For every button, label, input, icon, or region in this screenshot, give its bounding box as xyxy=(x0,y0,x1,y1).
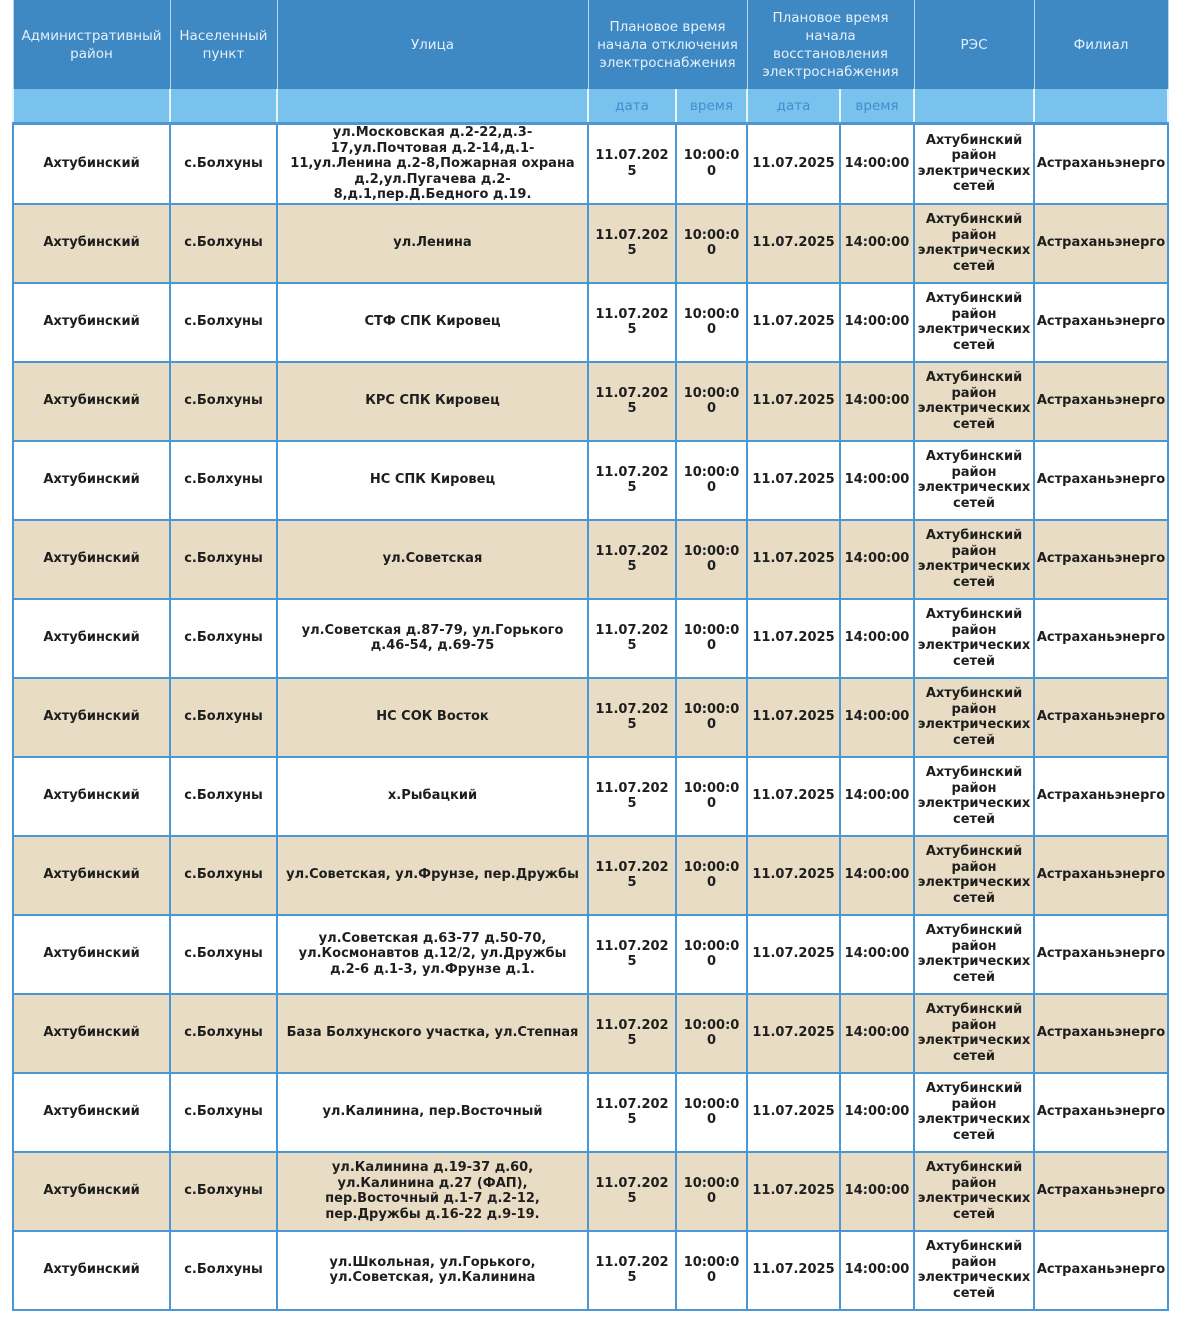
cell-off-time: 10:00:00 xyxy=(676,1152,747,1231)
cell-restore-time: 14:00:00 xyxy=(840,124,914,204)
cell-restore-time: 14:00:00 xyxy=(840,994,914,1073)
cell-restore-time: 14:00:00 xyxy=(840,283,914,362)
cell-off-time: 10:00:00 xyxy=(676,836,747,915)
cell-res: Ахтубинский район электрических сетей xyxy=(914,520,1034,599)
header-row xyxy=(13,0,1168,89)
cell-restore-time: 14:00:00 xyxy=(840,441,914,520)
cell-res: Ахтубинский район электрических сетей xyxy=(914,1152,1034,1231)
cell-street: НС СПК Кировец xyxy=(277,441,588,520)
cell-locality: с.Болхуны xyxy=(170,1073,277,1152)
cell-locality: с.Болхуны xyxy=(170,283,277,362)
cell-district: Ахтубинский xyxy=(13,283,170,362)
cell-locality: с.Болхуны xyxy=(170,757,277,836)
table-row xyxy=(13,757,1168,836)
cell-res: Ахтубинский район электрических сетей xyxy=(914,124,1034,204)
cell-district: Ахтубинский xyxy=(13,204,170,283)
cell-restore-date: 11.07.2025 xyxy=(747,599,840,678)
cell-street: ул.Советская д.87-79, ул.Горького д.46-54, д.69-75 xyxy=(277,599,588,678)
cell-off-date: 11.07.2025 xyxy=(588,757,676,836)
cell-off-time: 10:00:00 xyxy=(676,362,747,441)
cell-off-date: 11.07.2025 xyxy=(588,994,676,1073)
cell-branch: Астраханьэнерго xyxy=(1034,994,1168,1073)
table-row xyxy=(13,599,1168,678)
cell-district: Ахтубинский xyxy=(13,599,170,678)
cell-restore-date: 11.07.2025 xyxy=(747,204,840,283)
cell-locality: с.Болхуны xyxy=(170,204,277,283)
cell-branch: Астраханьэнерго xyxy=(1034,915,1168,994)
cell-district: Ахтубинский xyxy=(13,994,170,1073)
cell-street: х.Рыбацкий xyxy=(277,757,588,836)
cell-district: Ахтубинский xyxy=(13,915,170,994)
cell-district: Ахтубинский xyxy=(13,1231,170,1310)
table-body xyxy=(13,124,1168,1310)
cell-district: Ахтубинский xyxy=(13,362,170,441)
cell-branch: Астраханьэнерго xyxy=(1034,1231,1168,1310)
cell-off-date: 11.07.2025 xyxy=(588,915,676,994)
cell-street: КРС СПК Кировец xyxy=(277,362,588,441)
table-row xyxy=(13,362,1168,441)
cell-off-date: 11.07.2025 xyxy=(588,1152,676,1231)
cell-restore-time: 14:00:00 xyxy=(840,678,914,757)
header-off-time: Плановое время начала отключения электроснабжения xyxy=(588,0,747,89)
cell-res: Ахтубинский район электрических сетей xyxy=(914,362,1034,441)
cell-restore-time: 14:00:00 xyxy=(840,520,914,599)
cell-res: Ахтубинский район электрических сетей xyxy=(914,441,1034,520)
cell-restore-time: 14:00:00 xyxy=(840,915,914,994)
subheader-off-time: время xyxy=(676,89,747,124)
cell-off-time: 10:00:00 xyxy=(676,283,747,362)
cell-restore-time: 14:00:00 xyxy=(840,836,914,915)
cell-off-date: 11.07.2025 xyxy=(588,441,676,520)
cell-restore-time: 14:00:00 xyxy=(840,1073,914,1152)
cell-branch: Астраханьэнерго xyxy=(1034,124,1168,204)
header-restore-time: Плановое время начала восстановления электроснабжения xyxy=(747,0,914,89)
cell-restore-time: 14:00:00 xyxy=(840,204,914,283)
cell-off-date: 11.07.2025 xyxy=(588,362,676,441)
subheader-off-date: дата xyxy=(588,89,676,124)
cell-restore-date: 11.07.2025 xyxy=(747,915,840,994)
cell-branch: Астраханьэнерго xyxy=(1034,520,1168,599)
table-row xyxy=(13,124,1168,204)
cell-street: СТФ СПК Кировец xyxy=(277,283,588,362)
cell-district: Ахтубинский xyxy=(13,1073,170,1152)
cell-off-time: 10:00:00 xyxy=(676,757,747,836)
table-row xyxy=(13,1073,1168,1152)
cell-street: ул.Школьная, ул.Горького, ул.Советская, ул.Калинина xyxy=(277,1231,588,1310)
cell-restore-time: 14:00:00 xyxy=(840,599,914,678)
header-district: Административный район xyxy=(13,0,170,89)
cell-res: Ахтубинский район электрических сетей xyxy=(914,599,1034,678)
header-locality: Населенный пункт xyxy=(170,0,277,89)
cell-locality: с.Болхуны xyxy=(170,1152,277,1231)
cell-res: Ахтубинский район электрических сетей xyxy=(914,757,1034,836)
cell-off-time: 10:00:00 xyxy=(676,678,747,757)
table-header xyxy=(13,0,1168,124)
table-row xyxy=(13,836,1168,915)
cell-restore-date: 11.07.2025 xyxy=(747,520,840,599)
cell-street: ул.Калинина д.19-37 д.60, ул.Калинина д.27 (ФАП), пер.Восточный д.1-7 д.2-12, пер.Дружбы д.16-22 д.9-19. xyxy=(277,1152,588,1231)
cell-locality: с.Болхуны xyxy=(170,1231,277,1310)
table-row xyxy=(13,520,1168,599)
subheader-restore-time: время xyxy=(840,89,914,124)
cell-off-time: 10:00:00 xyxy=(676,1073,747,1152)
cell-locality: с.Болхуны xyxy=(170,678,277,757)
cell-res: Ахтубинский район электрических сетей xyxy=(914,678,1034,757)
table-row xyxy=(13,441,1168,520)
subheader-restore-date: дата xyxy=(747,89,840,124)
cell-restore-date: 11.07.2025 xyxy=(747,441,840,520)
cell-locality: с.Болхуны xyxy=(170,124,277,204)
cell-off-date: 11.07.2025 xyxy=(588,836,676,915)
cell-off-time: 10:00:00 xyxy=(676,124,747,204)
cell-off-date: 11.07.2025 xyxy=(588,204,676,283)
header-branch: Филиал xyxy=(1034,0,1168,89)
cell-branch: Астраханьэнерго xyxy=(1034,441,1168,520)
table-row xyxy=(13,1231,1168,1310)
cell-res: Ахтубинский район электрических сетей xyxy=(914,836,1034,915)
cell-off-date: 11.07.2025 xyxy=(588,599,676,678)
cell-district: Ахтубинский xyxy=(13,1152,170,1231)
cell-street: ул.Советская, ул.Фрунзе, пер.Дружбы xyxy=(277,836,588,915)
cell-locality: с.Болхуны xyxy=(170,994,277,1073)
cell-branch: Астраханьэнерго xyxy=(1034,757,1168,836)
cell-district: Ахтубинский xyxy=(13,678,170,757)
table-row xyxy=(13,915,1168,994)
cell-restore-date: 11.07.2025 xyxy=(747,836,840,915)
cell-branch: Астраханьэнерго xyxy=(1034,362,1168,441)
cell-off-date: 11.07.2025 xyxy=(588,520,676,599)
cell-off-time: 10:00:00 xyxy=(676,599,747,678)
cell-off-date: 11.07.2025 xyxy=(588,124,676,204)
cell-restore-time: 14:00:00 xyxy=(840,362,914,441)
table-row xyxy=(13,994,1168,1073)
header-street: Улица xyxy=(277,0,588,89)
cell-restore-time: 14:00:00 xyxy=(840,757,914,836)
subheader-empty xyxy=(1034,89,1168,124)
cell-branch: Астраханьэнерго xyxy=(1034,283,1168,362)
cell-res: Ахтубинский район электрических сетей xyxy=(914,1231,1034,1310)
cell-street: НС СОК Восток xyxy=(277,678,588,757)
cell-locality: с.Болхуны xyxy=(170,520,277,599)
cell-off-time: 10:00:00 xyxy=(676,520,747,599)
cell-locality: с.Болхуны xyxy=(170,915,277,994)
cell-locality: с.Болхуны xyxy=(170,441,277,520)
cell-restore-time: 14:00:00 xyxy=(840,1231,914,1310)
cell-off-time: 10:00:00 xyxy=(676,994,747,1073)
subheader-row xyxy=(13,89,1168,124)
cell-restore-date: 11.07.2025 xyxy=(747,678,840,757)
cell-branch: Астраханьэнерго xyxy=(1034,599,1168,678)
table-row xyxy=(13,678,1168,757)
cell-off-date: 11.07.2025 xyxy=(588,1231,676,1310)
cell-street: ул.Советская xyxy=(277,520,588,599)
cell-branch: Астраханьэнерго xyxy=(1034,1152,1168,1231)
cell-restore-time: 14:00:00 xyxy=(840,1152,914,1231)
cell-street: ул.Калинина, пер.Восточный xyxy=(277,1073,588,1152)
cell-off-time: 10:00:00 xyxy=(676,204,747,283)
cell-branch: Астраханьэнерго xyxy=(1034,204,1168,283)
table-row xyxy=(13,204,1168,283)
cell-restore-date: 11.07.2025 xyxy=(747,283,840,362)
cell-locality: с.Болхуны xyxy=(170,599,277,678)
cell-restore-date: 11.07.2025 xyxy=(747,1073,840,1152)
cell-res: Ахтубинский район электрических сетей xyxy=(914,283,1034,362)
cell-restore-date: 11.07.2025 xyxy=(747,124,840,204)
subheader-empty xyxy=(170,89,277,124)
cell-district: Ахтубинский xyxy=(13,520,170,599)
cell-restore-date: 11.07.2025 xyxy=(747,994,840,1073)
cell-res: Ахтубинский район электрических сетей xyxy=(914,204,1034,283)
cell-restore-date: 11.07.2025 xyxy=(747,757,840,836)
cell-branch: Астраханьэнерго xyxy=(1034,836,1168,915)
header-res: РЭС xyxy=(914,0,1034,89)
subheader-empty xyxy=(914,89,1034,124)
cell-restore-date: 11.07.2025 xyxy=(747,1152,840,1231)
cell-off-time: 10:00:00 xyxy=(676,1231,747,1310)
cell-street: База Болхунского участка, ул.Степная xyxy=(277,994,588,1073)
subheader-empty xyxy=(13,89,170,124)
cell-street: ул.Советская д.63-77 д.50-70, ул.Космонавтов д.12/2, ул.Дружбы д.2-6 д.1-3, ул.Фрунзе д.1. xyxy=(277,915,588,994)
cell-restore-date: 11.07.2025 xyxy=(747,1231,840,1310)
outage-schedule xyxy=(12,0,1167,1311)
table-row xyxy=(13,1152,1168,1231)
cell-off-date: 11.07.2025 xyxy=(588,1073,676,1152)
cell-off-date: 11.07.2025 xyxy=(588,283,676,362)
cell-res: Ахтубинский район электрических сетей xyxy=(914,1073,1034,1152)
subheader-empty xyxy=(277,89,588,124)
cell-district: Ахтубинский xyxy=(13,836,170,915)
cell-restore-date: 11.07.2025 xyxy=(747,362,840,441)
cell-street: ул.Ленина xyxy=(277,204,588,283)
table-row xyxy=(13,283,1168,362)
cell-street: ул.Московская д.2-22,д.3-17,ул.Почтовая д.2-14,д.1-11,ул.Ленина д.2-8,Пожарная охрана д.2,ул.Пугачева д.2-8,д.1,пер.Д.Бедного д.19. xyxy=(277,124,588,204)
cell-off-date: 11.07.2025 xyxy=(588,678,676,757)
outage-table xyxy=(12,0,1169,1311)
cell-off-time: 10:00:00 xyxy=(676,441,747,520)
cell-locality: с.Болхуны xyxy=(170,362,277,441)
cell-res: Ахтубинский район электрических сетей xyxy=(914,915,1034,994)
cell-district: Ахтубинский xyxy=(13,124,170,204)
cell-branch: Астраханьэнерго xyxy=(1034,678,1168,757)
cell-locality: с.Болхуны xyxy=(170,836,277,915)
cell-district: Ахтубинский xyxy=(13,441,170,520)
cell-off-time: 10:00:00 xyxy=(676,915,747,994)
cell-district: Ахтубинский xyxy=(13,757,170,836)
cell-res: Ахтубинский район электрических сетей xyxy=(914,994,1034,1073)
cell-branch: Астраханьэнерго xyxy=(1034,1073,1168,1152)
